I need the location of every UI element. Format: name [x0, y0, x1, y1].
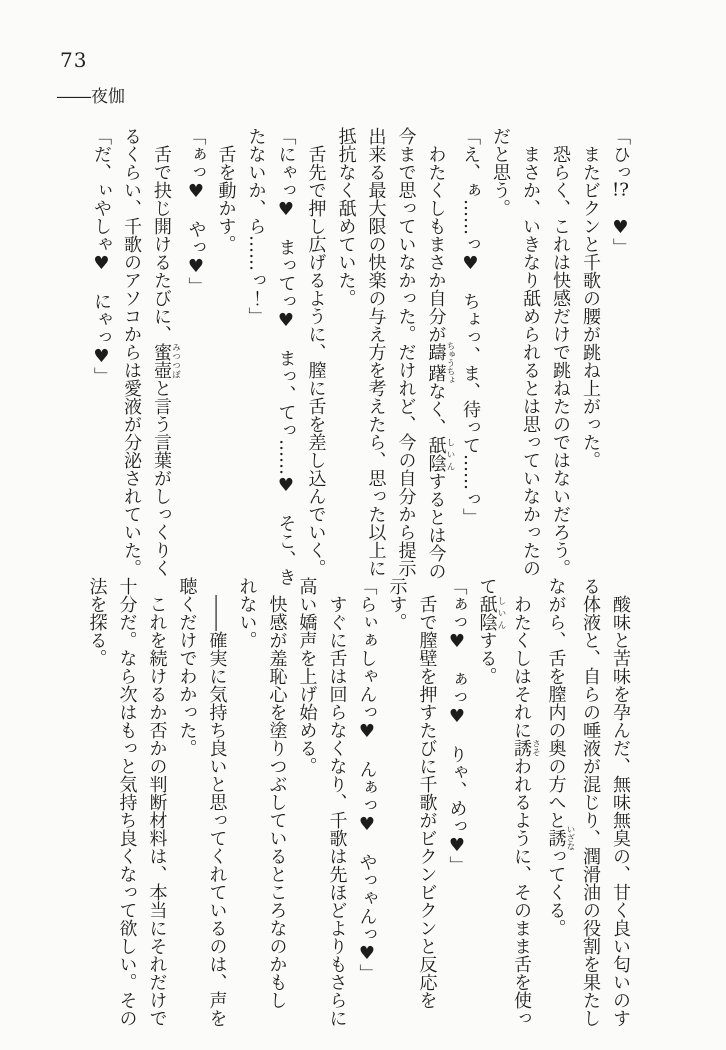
text-line: 今まで思っていなかった。だけれど、今の自分から提示 — [395, 127, 417, 577]
text-line: 「にゃっ♥ まってっ♥ まっ、てっ……♥ そこ、き — [275, 127, 297, 586]
running-header: ――夜伽 — [57, 87, 125, 107]
text-line: 抵抗なく舐めていた。 — [335, 127, 357, 307]
text-line: わたくしはそれに誘さそわれるように、そのまま舌を使っ — [511, 577, 541, 1027]
text-line: 出来る最大限の快楽の与え方を考えたら、思った以上に — [365, 127, 387, 577]
text-line: 「ひっ!? ♥」 — [610, 127, 631, 256]
text-line: 高い嬌声を上げ始める。 — [296, 577, 318, 775]
text-line: 舌先で押し広げるように、膣に舌を差し込んでいく。 — [305, 127, 327, 577]
text-line: て舐陰しいんする。 — [476, 577, 506, 685]
text-line: ――確実に気持ち良いと思ってくれているのは、声を — [206, 577, 228, 1027]
text-section-top — [91, 127, 635, 597]
text-line: るくらい、千歌のアソコからは愛液が分泌されていた。 — [121, 127, 142, 577]
text-line: れない。 — [236, 577, 258, 649]
text-line: たないか、ら……っ！」 — [245, 127, 267, 325]
text-line: ながら、舌を膣内の奥の方へと誘いざなってくる。 — [545, 577, 575, 937]
text-line: 舌を動かす。 — [215, 127, 237, 253]
text-line: 「だ、ぃやしゃ♥ にゃっ♥」 — [91, 127, 112, 385]
text-line: 聴くだけでわかった。 — [176, 577, 198, 757]
page-number: 73 — [60, 48, 88, 72]
text-line: すぐに舌は回らなくなり、千歌は先ほどよりもさらに — [326, 577, 348, 1027]
text-section-bottom — [86, 577, 635, 1047]
text-line: これを続けるか否かの判断材料は、本当にそれだけで — [146, 577, 168, 1027]
text-line: 恐らく、これは快感だけで跳ねたのではないだろう。 — [550, 127, 571, 577]
text-line: 「らぃぁしゃんっ♥ んぁっ♥ やっゃんっ♥」 — [356, 577, 378, 982]
text-line: 「ぁっ♥ ぁっ♥ りゃ、めっ♥」 — [446, 577, 468, 874]
text-line: 舌で抉じ開けるたびに、蜜壺みつつぼと言う言葉がしっくりく — [151, 127, 181, 577]
tatechuyoko-text: !? — [612, 181, 629, 199]
text-line: まさか、いきなり舐められるとは思っていなかったの — [520, 127, 541, 577]
text-line: だと思う。 — [490, 127, 511, 217]
furigana-ruby: 舐陰しいん — [476, 595, 506, 631]
furigana-ruby: 蜜壺みつつぼ — [151, 343, 181, 379]
text-line: 「え、ぁ……っ♥ ちょっ、ま、待って……っ」 — [460, 127, 481, 526]
text-line: 「ぁっ♥ やっ♥」 — [185, 127, 207, 295]
text-line: 快感が羞恥心を塗りつぶしているところなのかもし — [266, 577, 288, 1009]
furigana-ruby: 誘いざな — [545, 825, 575, 851]
furigana-ruby: 躊躇ちゅうちょ — [425, 341, 455, 384]
text-line: 舌で膣壁を押すたびに千歌がビクンビクンと反応を — [416, 577, 438, 1009]
text-line: 十分だ。なら次はもっと気持ち良くなって欲しい。その — [116, 577, 138, 1027]
text-line: 酸味と苦味を孕んだ、無味無臭の、甘く良い匂いのす — [610, 577, 631, 1027]
text-line: 示す。 — [386, 577, 408, 631]
text-line: 法を探る。 — [86, 577, 108, 667]
text-line: わたくしもまさか自分が躊躇ちゅうちょなく、舐陰しいんするとは今の — [425, 127, 455, 581]
furigana-ruby: 誘さそ — [511, 739, 541, 757]
text-line: またビクンと千歌の腰が跳ね上がった。 — [580, 127, 601, 469]
text-line: る体液と、自らの唾液が混じり、潤滑油の役割を果たし — [580, 577, 601, 1027]
furigana-ruby: 舐陰しいん — [425, 436, 455, 473]
